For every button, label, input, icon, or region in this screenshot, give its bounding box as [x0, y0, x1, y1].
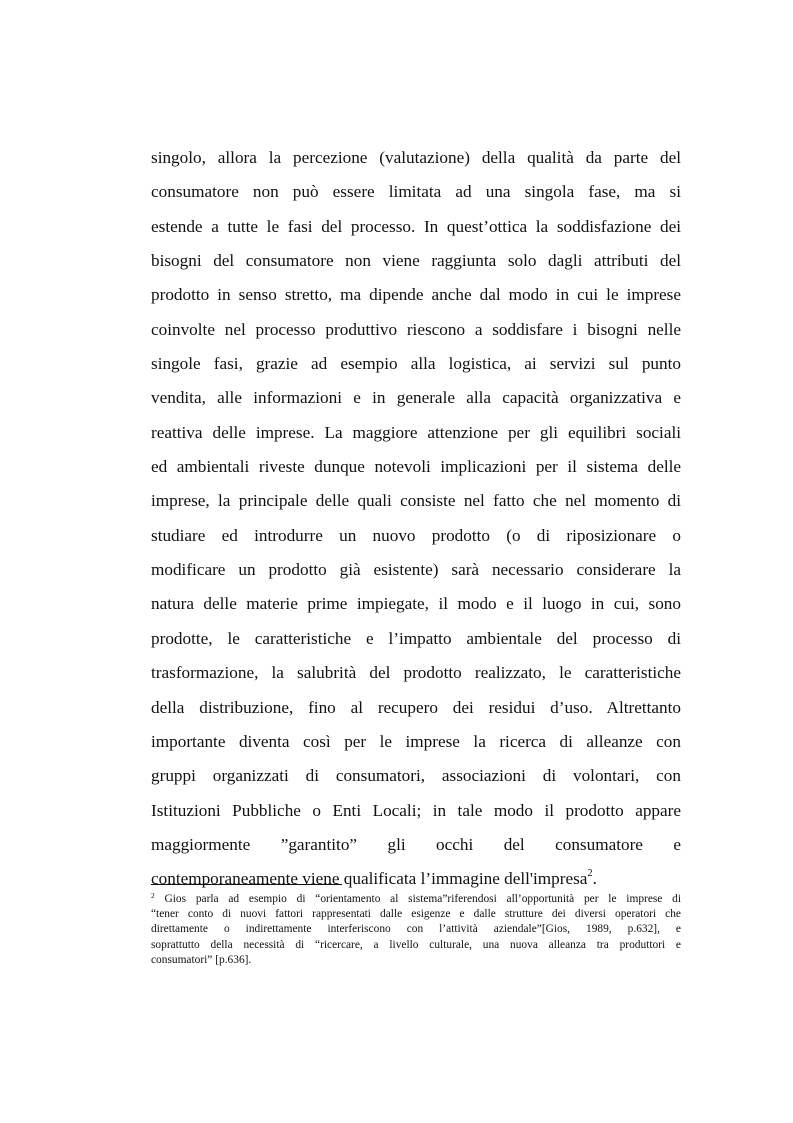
text-line: maggiormente ”garantito” gli occhi del consumatore e: [151, 834, 681, 854]
footnote-marker: 2: [151, 892, 155, 900]
footnote: [151, 892, 681, 968]
footnote-line: soprattutto della necessità di “ricercare, a livello culturale, una nuova alleanza tra produttori e: [151, 938, 681, 951]
text-line: gruppi organizzati di consumatori, associazioni di volontari, con: [151, 766, 681, 786]
text-line: prodotte, le caratteristiche e l’impatto ambientale del processo di: [151, 628, 681, 648]
text-line: studiare ed introdurre un nuovo prodotto (o di riposizionare o: [151, 525, 681, 545]
text-line: coinvolte nel processo produttivo riescono a soddisfare i bisogni nelle: [151, 319, 681, 339]
text-line: estende a tutte le fasi del processo. In quest’ottica la soddisfazione dei: [151, 216, 681, 236]
text-line: della distribuzione, fino al recupero dei residui d’uso. Altrettanto: [151, 697, 681, 717]
last-line-text: contemporaneamente viene qualificata l’immagine dell'impresa: [151, 869, 588, 889]
footnote-first-line: Gios parla ad esempio di “orientamento al sistema”riferendosi all’opportunità per le imprese di: [154, 893, 681, 905]
footnote-reference[interactable]: 2: [587, 868, 593, 880]
text-line: natura delle materie prime impiegate, il modo e il luogo in cui, sono: [151, 594, 681, 614]
footnote-line: [151, 892, 681, 907]
text-line: importante diventa così per le imprese la ricerca di alleanze con: [151, 731, 681, 751]
text-line: singolo, allora la percezione (valutazione) della qualità da parte del: [151, 148, 681, 167]
text-line: bisogni del consumatore non viene raggiunta solo dagli attributi del: [151, 251, 681, 271]
text-line: reattiva delle imprese. La maggiore attenzione per gli equilibri sociali: [151, 422, 681, 442]
text-line: Istituzioni Pubbliche o Enti Locali; in tale modo il prodotto appare: [151, 800, 681, 820]
footnote-line: “tener conto di nuovi fattori rappresentati dalle esigenze e dalle strutture dei diversi operatori che: [151, 908, 681, 921]
text-line: imprese, la principale delle quali consiste nel fatto che nel momento di: [151, 491, 681, 511]
body-paragraph: [151, 147, 681, 903]
text-line: ed ambientali riveste dunque notevoli implicazioni per il sistema delle: [151, 457, 681, 477]
footnote-line: direttamente o indirettamente interferiscono con l’attività aziendale”[Gios, 1989, p.632], e: [151, 923, 681, 936]
footnote-line-last: consumatori” [p.636].: [151, 953, 252, 966]
text-line: prodotto in senso stretto, ma dipende anche dal modo in cui le imprese: [151, 285, 681, 305]
text-line: singole fasi, grazie ad esempio alla logistica, ai servizi sul punto: [151, 354, 681, 374]
text-line: trasformazione, la salubrità del prodotto realizzato, le caratteristiche: [151, 663, 681, 683]
text-line: modificare un prodotto già esistente) sarà necessario considerare la: [151, 560, 681, 580]
last-line-end: .: [592, 869, 597, 889]
footnote-separator: [151, 884, 342, 885]
text-line: consumatore non può essere limitata ad una singola fase, ma si: [151, 182, 681, 202]
text-line: vendita, alle informazioni e in generale alla capacità organizzativa e: [151, 388, 681, 408]
